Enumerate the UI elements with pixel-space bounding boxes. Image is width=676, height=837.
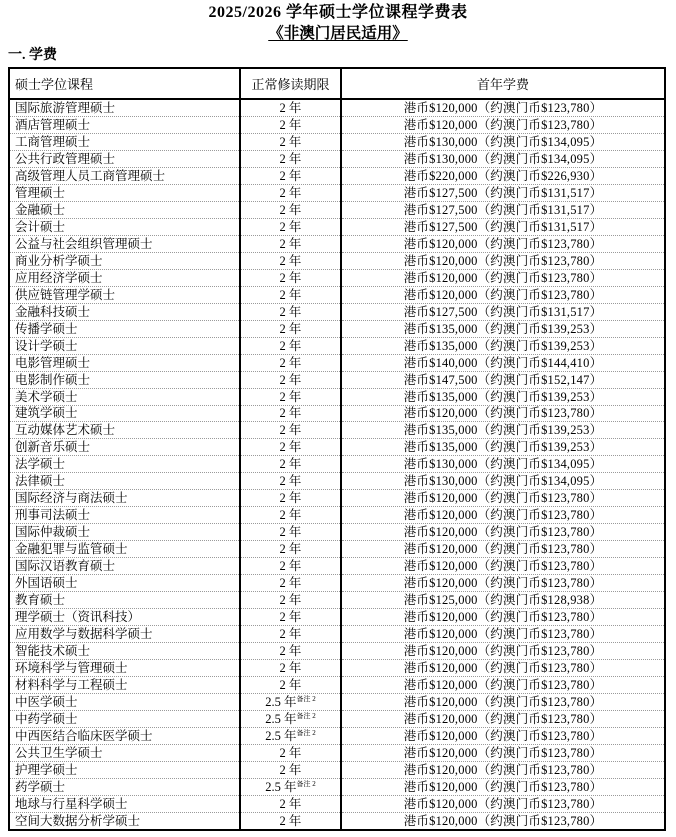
duration-note-superscript: 备注 2 (296, 779, 316, 788)
program-name-cell: 会计硕士 (9, 218, 240, 235)
duration-note-superscript: 备注 2 (296, 728, 316, 737)
table-row (9, 235, 665, 252)
duration-value: 2 年 (279, 813, 302, 828)
duration-cell (240, 286, 341, 303)
program-name-cell: 中医学硕士 (9, 693, 240, 710)
first-year-fee-cell: 港币$120,000（约澳门币$123,780） (341, 490, 665, 507)
duration-value: 2 年 (279, 440, 302, 455)
program-name-cell: 刑事司法硕士 (9, 507, 240, 524)
duration-value: 2 年 (279, 202, 302, 217)
program-name-cell: 公共行政管理硕士 (9, 150, 240, 167)
duration-cell (240, 252, 341, 269)
program-name-cell: 供应链管理学硕士 (9, 286, 240, 303)
table-row (9, 252, 665, 269)
duration-cell (240, 167, 341, 184)
program-name-cell: 教育硕士 (9, 592, 240, 609)
duration-cell (240, 269, 341, 286)
duration-cell (240, 150, 341, 167)
table-row (9, 761, 665, 778)
program-name-cell: 国际经济与商法硕士 (9, 490, 240, 507)
table-row (9, 439, 665, 456)
first-year-fee-cell: 港币$140,000（约澳门币$144,410） (341, 354, 665, 371)
duration-value: 2.5 年 (265, 711, 297, 726)
table-row (9, 727, 665, 744)
program-name-cell: 理学硕士（资讯科技） (9, 609, 240, 626)
table-row (9, 422, 665, 439)
first-year-fee-cell: 港币$130,000（约澳门币$134,095） (341, 473, 665, 490)
duration-value: 2 年 (279, 542, 302, 557)
duration-value: 2 年 (279, 474, 302, 489)
duration-cell (240, 643, 341, 660)
duration-value: 2 年 (279, 168, 302, 183)
program-name-cell: 金融科技硕士 (9, 303, 240, 320)
table-row (9, 710, 665, 727)
column-header-duration: 正常修读期限 (240, 68, 341, 99)
duration-cell (240, 320, 341, 337)
table-row (9, 490, 665, 507)
program-name-cell: 智能技术硕士 (9, 643, 240, 660)
duration-cell (240, 812, 341, 830)
program-name-cell: 商业分析学硕士 (9, 252, 240, 269)
duration-cell (240, 134, 341, 151)
duration-cell (240, 761, 341, 778)
column-header-first-year-fee: 首年学费 (341, 68, 665, 99)
duration-cell (240, 660, 341, 677)
first-year-fee-cell: 港币$127,500（约澳门币$131,517） (341, 218, 665, 235)
duration-cell (240, 558, 341, 575)
duration-cell (240, 201, 341, 218)
first-year-fee-cell: 港币$120,000（约澳门币$123,780） (341, 643, 665, 660)
first-year-fee-cell: 港币$127,500（约澳门币$131,517） (341, 303, 665, 320)
program-name-cell: 建筑学硕士 (9, 405, 240, 422)
first-year-fee-cell: 港币$120,000（约澳门币$123,780） (341, 269, 665, 286)
program-name-cell: 国际旅游管理硕士 (15, 101, 116, 116)
first-year-fee-cell: 港币$120,000（约澳门币$123,780） (341, 575, 665, 592)
duration-cell (240, 727, 341, 744)
table-row (9, 795, 665, 812)
table-row (9, 677, 665, 694)
duration-cell (240, 473, 341, 490)
duration-value: 2 年 (279, 593, 302, 608)
first-year-fee-cell: 港币$120,000（约澳门币$123,780） (341, 558, 665, 575)
duration-value: 2 年 (279, 338, 302, 353)
first-year-fee-cell: 港币$120,000（约澳门币$123,780） (341, 693, 665, 710)
duration-value: 2 年 (279, 576, 302, 591)
duration-value: 2 年 (279, 118, 302, 133)
table-row (9, 371, 665, 388)
program-name-cell: 金融犯罪与监管硕士 (9, 541, 240, 558)
first-year-fee-cell: 港币$127,500（约澳门币$131,517） (341, 201, 665, 218)
first-year-fee-cell: 港币$120,000（约澳门币$123,780） (341, 626, 665, 643)
first-year-fee-cell: 港币$120,000（约澳门币$123,780） (341, 524, 665, 541)
first-year-fee-cell: 港币$120,000（约澳门币$123,780） (341, 507, 665, 524)
table-row (9, 626, 665, 643)
program-name-cell: 法律硕士 (9, 473, 240, 490)
duration-value: 2 年 (279, 236, 302, 251)
table-row (9, 134, 665, 151)
first-year-fee-cell: 港币$120,000（约澳门币$123,780） (341, 812, 665, 830)
duration-note-superscript: 备注 2 (296, 694, 316, 703)
table-row (9, 660, 665, 677)
duration-cell (240, 337, 341, 354)
program-name-cell: 工商管理硕士 (9, 134, 240, 151)
program-name-cell: 电影管理硕士 (9, 354, 240, 371)
duration-cell (240, 626, 341, 643)
duration-value: 2 年 (279, 253, 302, 268)
first-year-fee-cell: 港币$135,000（约澳门币$139,253） (341, 422, 665, 439)
first-year-fee-cell: 港币$220,000（约澳门币$226,930） (341, 167, 665, 184)
duration-cell (240, 371, 341, 388)
first-year-fee-cell: 港币$135,000（约澳门币$139,253） (341, 337, 665, 354)
program-name-cell: 创新音乐硕士 (9, 439, 240, 456)
section-heading-tuition: 一. 学费 (8, 48, 57, 63)
table-row (9, 354, 665, 371)
duration-value: 2 年 (279, 151, 302, 166)
first-year-fee-cell: 港币$127,500（约澳门币$131,517） (341, 184, 665, 201)
first-year-fee-cell: 港币$120,000（约澳门币$123,780） (341, 405, 665, 422)
program-name-cell: 互动媒体艺术硕士 (9, 422, 240, 439)
table-row (9, 524, 665, 541)
column-header-program: 硕士学位课程 (9, 68, 240, 99)
program-name-cell: 中药学硕士 (9, 710, 240, 727)
duration-cell (240, 388, 341, 405)
duration-cell (240, 677, 341, 694)
table-row (9, 744, 665, 761)
duration-value: 2 年 (279, 101, 302, 116)
duration-cell (240, 456, 341, 473)
table-row (9, 150, 665, 167)
table-row (9, 405, 665, 422)
first-year-fee-cell: 港币$120,000（约澳门币$123,780） (341, 710, 665, 727)
program-name-cell: 酒店管理硕士 (9, 117, 240, 134)
table-row (9, 388, 665, 405)
duration-cell (240, 592, 341, 609)
duration-value: 2 年 (279, 355, 302, 370)
duration-value: 2 年 (279, 525, 302, 540)
table-row (9, 812, 665, 830)
table-row (9, 541, 665, 558)
duration-value: 2 年 (279, 796, 302, 811)
duration-cell (240, 693, 341, 710)
first-year-fee-cell: 港币$120,000（约澳门币$123,780） (341, 252, 665, 269)
duration-cell (240, 354, 341, 371)
duration-value: 2 年 (279, 134, 302, 149)
table-row (9, 218, 665, 235)
program-name-cell: 高级管理人员工商管理硕士 (9, 167, 240, 184)
first-year-fee-cell: 港币$135,000（约澳门币$139,253） (341, 320, 665, 337)
duration-cell (240, 795, 341, 812)
duration-cell (240, 99, 341, 117)
table-row (9, 303, 665, 320)
first-year-fee-cell: 港币$130,000（约澳门币$134,095） (341, 456, 665, 473)
duration-value: 2 年 (279, 762, 302, 777)
program-name-cell: 应用数学与数据科学硕士 (9, 626, 240, 643)
duration-value: 2 年 (279, 270, 302, 285)
table-row (9, 507, 665, 524)
duration-cell (240, 184, 341, 201)
table-row (9, 575, 665, 592)
duration-cell (240, 405, 341, 422)
first-year-fee-cell: 港币$120,000（约澳门币$123,780） (341, 609, 665, 626)
duration-value: 2 年 (279, 627, 302, 642)
duration-value: 2 年 (279, 287, 302, 302)
program-name-cell: 药学硕士 (9, 778, 240, 795)
duration-value: 2 年 (279, 406, 302, 421)
duration-value: 2 年 (279, 423, 302, 438)
program-name-cell: 法学硕士 (9, 456, 240, 473)
duration-value: 2 年 (279, 185, 302, 200)
duration-cell (240, 541, 341, 558)
duration-note-superscript: 备注 2 (296, 711, 316, 720)
duration-value: 2 年 (279, 389, 302, 404)
tuition-fee-table (8, 67, 666, 831)
page-subtitle: 《非澳门居民适用》 (268, 25, 408, 42)
first-year-fee-cell: 港币$135,000（约澳门币$139,253） (341, 439, 665, 456)
first-year-fee-cell: 港币$120,000（约澳门币$123,780） (341, 778, 665, 795)
duration-cell (240, 609, 341, 626)
duration-cell (240, 422, 341, 439)
first-year-fee-cell: 港币$120,000（约澳门币$123,780） (341, 286, 665, 303)
table-row (9, 473, 665, 490)
table-row (9, 167, 665, 184)
table-row (9, 201, 665, 218)
program-name-cell: 护理学硕士 (9, 761, 240, 778)
program-name-cell: 设计学硕士 (9, 337, 240, 354)
first-year-fee-cell: 港币$120,000（约澳门币$123,780） (341, 235, 665, 252)
duration-cell (240, 490, 341, 507)
table-row (9, 558, 665, 575)
table-body (9, 99, 665, 830)
first-year-fee-cell: 港币$120,000（约澳门币$123,780） (341, 117, 665, 134)
program-name-cell: 电影制作硕士 (9, 371, 240, 388)
duration-cell (240, 303, 341, 320)
duration-cell (240, 710, 341, 727)
program-name-cell: 国际汉语教育硕士 (9, 558, 240, 575)
table-row (9, 337, 665, 354)
duration-value: 2 年 (279, 372, 302, 387)
program-name-cell: 管理硕士 (9, 184, 240, 201)
first-year-fee-cell: 港币$125,000（约澳门币$128,938） (341, 592, 665, 609)
table-row (9, 286, 665, 303)
table-row (9, 693, 665, 710)
table-header-row (9, 68, 665, 99)
first-year-fee-cell: 港币$120,000（约澳门币$123,780） (341, 677, 665, 694)
first-year-fee-cell: 港币$120,000（约澳门币$123,780） (341, 99, 665, 117)
first-year-fee-cell: 港币$120,000（约澳门币$123,780） (341, 795, 665, 812)
duration-cell (240, 575, 341, 592)
first-year-fee-cell: 港币$120,000（约澳门币$123,780） (341, 744, 665, 761)
table-row (9, 778, 665, 795)
duration-value: 2 年 (279, 508, 302, 523)
duration-value: 2 年 (279, 321, 302, 336)
program-name-cell: 公益与社会组织管理硕士 (9, 235, 240, 252)
program-name-cell: 外国语硕士 (9, 575, 240, 592)
duration-cell (240, 218, 341, 235)
program-name-cell: 材料科学与工程硕士 (9, 677, 240, 694)
table-row (9, 117, 665, 134)
program-name-cell: 公共卫生学硕士 (9, 744, 240, 761)
duration-value: 2.5 年 (265, 694, 297, 709)
table-row (9, 320, 665, 337)
first-year-fee-cell: 港币$120,000（约澳门币$123,780） (341, 727, 665, 744)
duration-value: 2.5 年 (265, 728, 297, 743)
page-title: 2025/2026 学年硕士学位课程学费表 (208, 4, 468, 21)
program-name-cell: 国际仲裁硕士 (9, 524, 240, 541)
duration-value: 2 年 (279, 304, 302, 319)
table-row (9, 184, 665, 201)
table-row (9, 609, 665, 626)
duration-value: 2 年 (279, 610, 302, 625)
first-year-fee-cell: 港币$120,000（约澳门币$123,780） (341, 541, 665, 558)
first-year-fee-cell: 港币$147,500（约澳门币$152,147） (341, 371, 665, 388)
table-row (9, 269, 665, 286)
program-name-cell: 金融硕士 (9, 201, 240, 218)
duration-cell (240, 439, 341, 456)
duration-cell (240, 507, 341, 524)
duration-value: 2 年 (279, 457, 302, 472)
duration-value: 2 年 (279, 661, 302, 676)
table-row (9, 456, 665, 473)
program-name-cell: 中西医结合临床医学硕士 (9, 727, 240, 744)
duration-value: 2 年 (279, 559, 302, 574)
duration-value: 2 年 (279, 491, 302, 506)
duration-value: 2 年 (279, 745, 302, 760)
program-name-cell: 传播学硕士 (9, 320, 240, 337)
duration-value: 2.5 年 (265, 779, 297, 794)
first-year-fee-cell: 港币$130,000（约澳门币$134,095） (341, 150, 665, 167)
duration-cell (240, 524, 341, 541)
duration-cell (240, 778, 341, 795)
program-name-cell: 应用经济学硕士 (9, 269, 240, 286)
duration-cell (240, 744, 341, 761)
first-year-fee-cell: 港币$135,000（约澳门币$139,253） (341, 388, 665, 405)
duration-cell (240, 235, 341, 252)
duration-cell (240, 117, 341, 134)
program-name-cell: 空间大数据分析学硕士 (9, 812, 240, 830)
table-row (9, 592, 665, 609)
program-name-cell: 美术学硕士 (9, 388, 240, 405)
duration-value: 2 年 (279, 644, 302, 659)
first-year-fee-cell: 港币$130,000（约澳门币$134,095） (341, 134, 665, 151)
first-year-fee-cell: 港币$120,000（约澳门币$123,780） (341, 660, 665, 677)
duration-value: 2 年 (279, 677, 302, 692)
table-row (9, 643, 665, 660)
first-year-fee-cell: 港币$120,000（约澳门币$123,780） (341, 761, 665, 778)
table-row (9, 99, 665, 117)
program-name-cell: 地球与行星科学硕士 (9, 795, 240, 812)
duration-value: 2 年 (279, 219, 302, 234)
program-name-cell: 环境科学与管理硕士 (9, 660, 240, 677)
